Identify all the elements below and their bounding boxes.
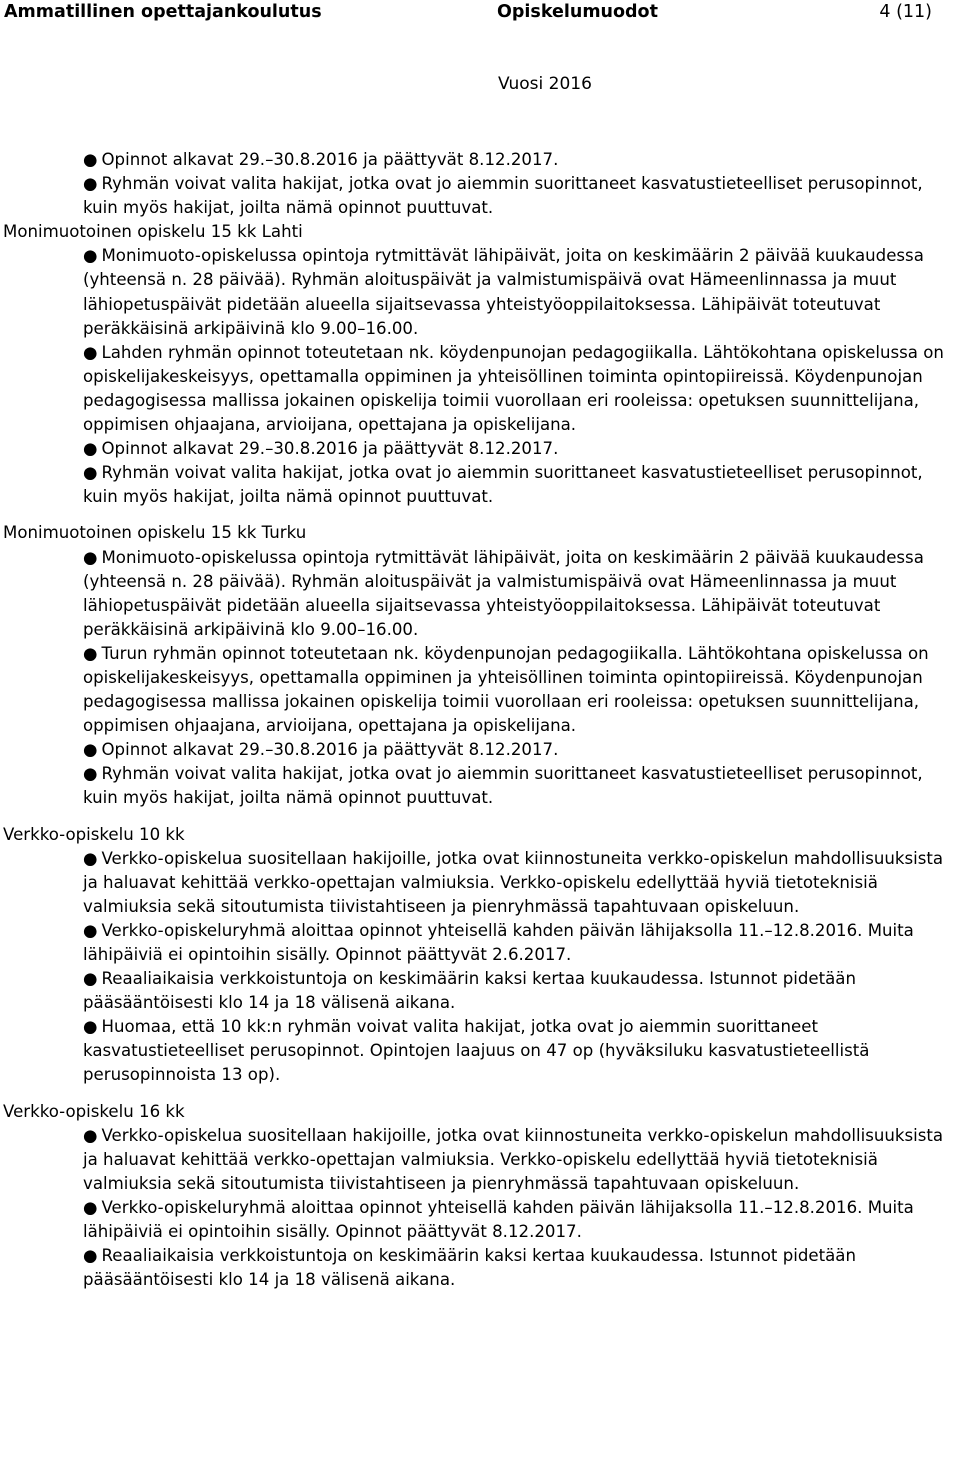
section-title: Monimuotoinen opiskelu 15 kk Lahti [3, 222, 303, 242]
document-body [0, 148, 960, 1292]
bullet-item [0, 1244, 960, 1292]
bullet-item [0, 148, 960, 172]
bullet-icon: ● [83, 342, 98, 362]
bullet-text: Monimuoto-opiskelussa opintoja rytmittävät lähipäivät, joita on keskimäärin 2 päivää kuukaudessa (yhteensä n. 28 päivää). Ryhmän aloituspäivät ja valmistumispäivä ovat Hämeenlinnassa ja muut lähiopetuspäivät pidetään alueella sijaitsevassa yhteistyöoppilaitoksessa. Lähipäivät toteutuvat peräkkäisinä arkipäivinä klo 9.00–16.00. [83, 246, 924, 338]
bullet-item [0, 847, 960, 919]
header-page-number: 4 (11) [879, 2, 932, 22]
header-topic: Opiskelumuodot [497, 2, 658, 22]
bullet-text: Ryhmän voivat valita hakijat, jotka ovat jo aiemmin suorittaneet kasvatustieteelliset perusopinnot, kuin myös hakijat, joilta nämä opinnot puuttuvat. [83, 174, 923, 218]
bullet-icon: ● [83, 1246, 98, 1266]
bullet-text: Turun ryhmän opinnot toteutetaan nk. köydenpunojan pedagogiikalla. Lähtökohtana opiskelussa on opiskelijakeskeisyys, opettamalla oppiminen ja yhteisöllinen toiminta opintopiireissä. Köydenpunojan pedagogisessa mallissa jokainen opiskelija toimii vuorollaan eri rooleissa: opetuksen suunnittelijana, oppimisen ohjaajana, arvioijana, opettajana ja opiskelijana. [83, 643, 929, 736]
section-spacer [0, 1088, 960, 1100]
header-organization: Ammatillinen opettajankoulutus [4, 2, 322, 22]
bullet-icon: ● [83, 547, 98, 567]
bullet-icon: ● [83, 150, 98, 169]
section-spacer [0, 811, 960, 823]
bullet-item [0, 461, 960, 509]
bullet-icon: ● [83, 740, 98, 760]
bullet-text: Ryhmän voivat valita hakijat, jotka ovat jo aiemmin suorittaneet kasvatustieteelliset perusopinnot, kuin myös hakijat, joilta nämä opinnot puuttuvat. [83, 764, 923, 808]
section [0, 811, 960, 1088]
bullet-item [0, 642, 960, 738]
bullet-text: Reaaliaikaisia verkkoistuntoja on keskimäärin kaksi kertaa kuukaudessa. Istunnot pidetään pääsääntöisesti klo 14 ja 18 välisenä aikana. [83, 1246, 856, 1290]
bullet-text: Ryhmän voivat valita hakijat, jotka ovat jo aiemmin suorittaneet kasvatustieteelliset perusopinnot, kuin myös hakijat, joilta nämä opinnot puuttuvat. [83, 463, 923, 507]
bullet-icon: ● [83, 1197, 98, 1217]
bullet-text: Verkko-opiskeluryhmä aloittaa opinnot yhteisellä kahden päivän lähijaksolla 11.–12.8.2016. Muita lähipäiviä ei opintoihin sisälly. Opinnot päättyvät 8.12.2017. [83, 1197, 914, 1242]
bullet-icon: ● [83, 969, 98, 989]
bullet-icon: ● [83, 174, 98, 194]
bullet-icon: ● [83, 1017, 98, 1037]
intro-list [0, 148, 960, 220]
section-title: Verkko-opiskelu 16 kk [3, 1101, 185, 1121]
bullet-item [0, 738, 960, 762]
bullet-text: Lahden ryhmän opinnot toteutetaan nk. köydenpunojan pedagogiikalla. Lähtökohtana opiskelussa on opiskelijakeskeisyys, opettamalla oppiminen ja yhteisöllinen toiminta opintopiireissä. Köydenpunojan pedagogisessa mallissa jokainen opiskelija toimii vuorollaan eri rooleissa: opetuksen suunnittelijana, oppimisen ohjaajana, arvioijana, opettajana ja opiskelijana. [83, 342, 944, 435]
bullet-text: Opinnot alkavat 29.–30.8.2016 ja päättyvät 8.12.2017. [101, 439, 559, 459]
bullet-item [0, 1124, 960, 1196]
bullet-icon: ● [83, 920, 98, 940]
year-heading: Vuosi 2016 [498, 74, 592, 94]
bullet-text: Verkko-opiskelua suositellaan hakijoille, jotka ovat kiinnostuneita verkko-opiskelun mahdollisuuksista ja haluavat kehittää verkko-opettajan valmiuksia. Verkko-opiskelu edellyttää hyviä tietoteknisiä valmiuksia sekä sitoutumista tiivistahtiseen ja pienryhmässä tapahtuvaan opiskeluun. [83, 1125, 944, 1193]
section-title: Verkko-opiskelu 10 kk [3, 824, 185, 844]
section-title: Monimuotoinen opiskelu 15 kk Turku [3, 523, 307, 543]
bullet-item [0, 244, 960, 340]
bullet-item [0, 1015, 960, 1087]
bullet-item [0, 546, 960, 642]
section [0, 1088, 960, 1293]
bullet-icon: ● [83, 643, 98, 663]
bullet-text: Verkko-opiskelua suositellaan hakijoille, jotka ovat kiinnostuneita verkko-opiskelun mahdollisuuksista ja haluavat kehittää verkko-opettajan valmiuksia. Verkko-opiskelu edellyttää hyviä tietoteknisiä valmiuksia sekä sitoutumista tiivistahtiseen ja pienryhmässä tapahtuvaan opiskeluun. [83, 848, 944, 916]
bullet-icon: ● [83, 1125, 98, 1145]
bullet-text: Huomaa, että 10 kk:n ryhmän voivat valita hakijat, jotka ovat jo aiemmin suorittaneet kasvatustieteelliset perusopinnot. Opintojen laajuus on 47 op (hyväksiluku kasvatustieteellistä perusopinnoista 13 op). [83, 1017, 870, 1085]
bullet-icon: ● [83, 848, 98, 868]
bullet-icon: ● [83, 439, 98, 459]
section-spacer [0, 509, 960, 521]
bullet-icon: ● [83, 764, 98, 784]
section [0, 220, 960, 509]
bullet-text: Reaaliaikaisia verkkoistuntoja on keskimäärin kaksi kertaa kuukaudessa. Istunnot pidetään pääsääntöisesti klo 14 ja 18 välisenä aikana. [83, 969, 856, 1013]
bullet-item [0, 172, 960, 220]
bullet-item [0, 919, 960, 967]
bullet-text: Verkko-opiskeluryhmä aloittaa opinnot yhteisellä kahden päivän lähijaksolla 11.–12.8.2016. Muita lähipäiviä ei opintoihin sisälly. Opinnot päättyvät 2.6.2017. [83, 920, 914, 964]
bullet-item [0, 341, 960, 437]
bullet-icon: ● [83, 246, 98, 266]
bullet-text: Opinnot alkavat 29.–30.8.2016 ja päättyvät 8.12.2017. [101, 150, 559, 169]
bullet-item [0, 762, 960, 810]
bullet-item [0, 1196, 960, 1244]
bullet-text: Opinnot alkavat 29.–30.8.2016 ja päättyvät 8.12.2017. [101, 740, 559, 760]
bullet-icon: ● [83, 463, 98, 483]
bullet-text: Monimuoto-opiskelussa opintoja rytmittävät lähipäivät, joita on keskimäärin 2 päivää kuukaudessa (yhteensä n. 28 päivää). Ryhmän aloituspäivät ja valmistumispäivä ovat Hämeenlinnassa ja muut lähiopetuspäivät pidetään alueella sijaitsevassa yhteistyöoppilaitoksessa. Lähipäivät toteutuvat peräkkäisinä arkipäivinä klo 9.00–16.00. [83, 547, 924, 639]
bullet-item [0, 967, 960, 1015]
section [0, 509, 960, 810]
bullet-item [0, 437, 960, 461]
